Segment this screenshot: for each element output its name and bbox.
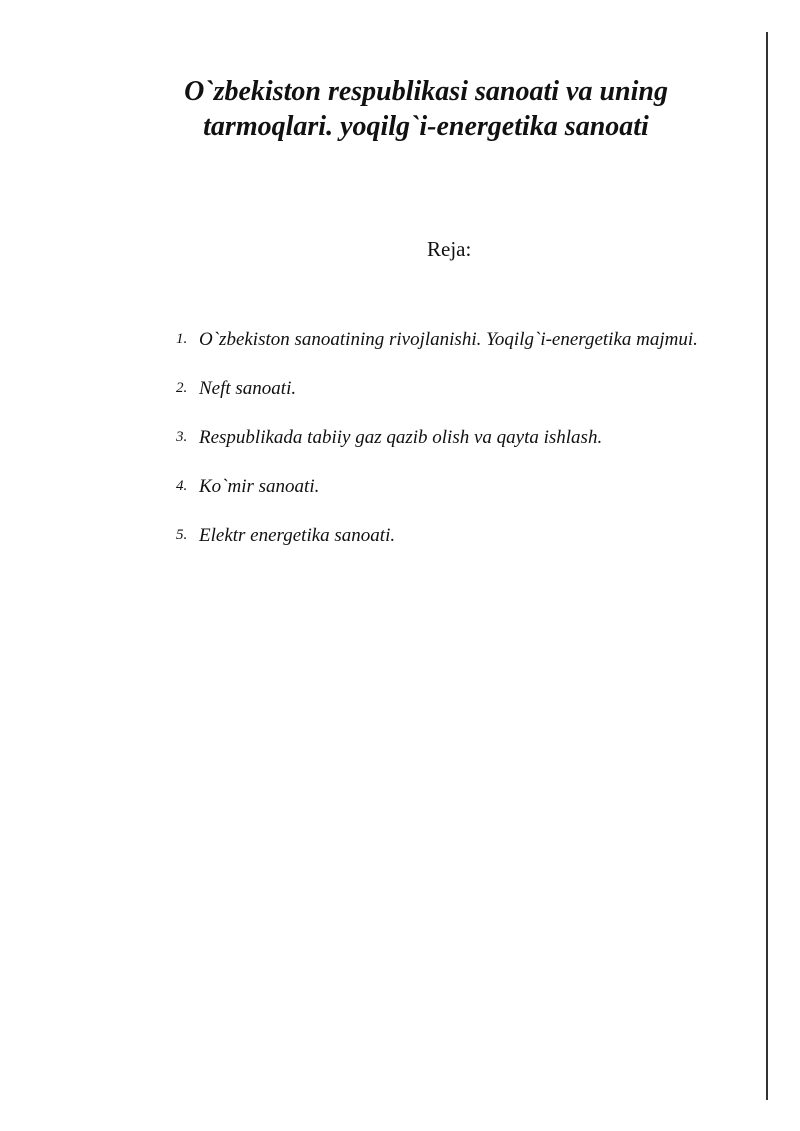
- plan-item-2: [176, 364, 736, 413]
- plan-item-number: 4.: [176, 478, 188, 494]
- plan-item-text: Ko`mir sanoati.: [199, 476, 320, 497]
- plan-item-5: [176, 511, 736, 560]
- plan-item-number: 1.: [176, 331, 188, 347]
- plan-item-text: Neft sanoati.: [199, 378, 297, 399]
- plan-list: [176, 315, 736, 560]
- page-edge-line: [766, 32, 768, 1100]
- plan-heading: Reja:: [427, 237, 472, 261]
- plan-item-text: Elektr energetika sanoati.: [199, 525, 396, 546]
- plan-item-1: [176, 315, 736, 364]
- plan-item-number: 3.: [176, 429, 188, 445]
- plan-item-number: 5.: [176, 527, 188, 543]
- plan-item-number: 2.: [176, 380, 188, 396]
- plan-item-text: O`zbekiston sanoatining rivojlanishi. Yoqilg`i-energetika majmui.: [199, 329, 698, 350]
- plan-item-4: [176, 462, 736, 511]
- document-title: O`zbekiston respublikasi sanoati va uning tarmoqlari. yoqilg`i-energetika sanoati: [184, 76, 668, 142]
- plan-item-3: [176, 413, 736, 462]
- plan-item-text: Respublikada tabiiy gaz qazib olish va qayta ishlash.: [199, 427, 603, 448]
